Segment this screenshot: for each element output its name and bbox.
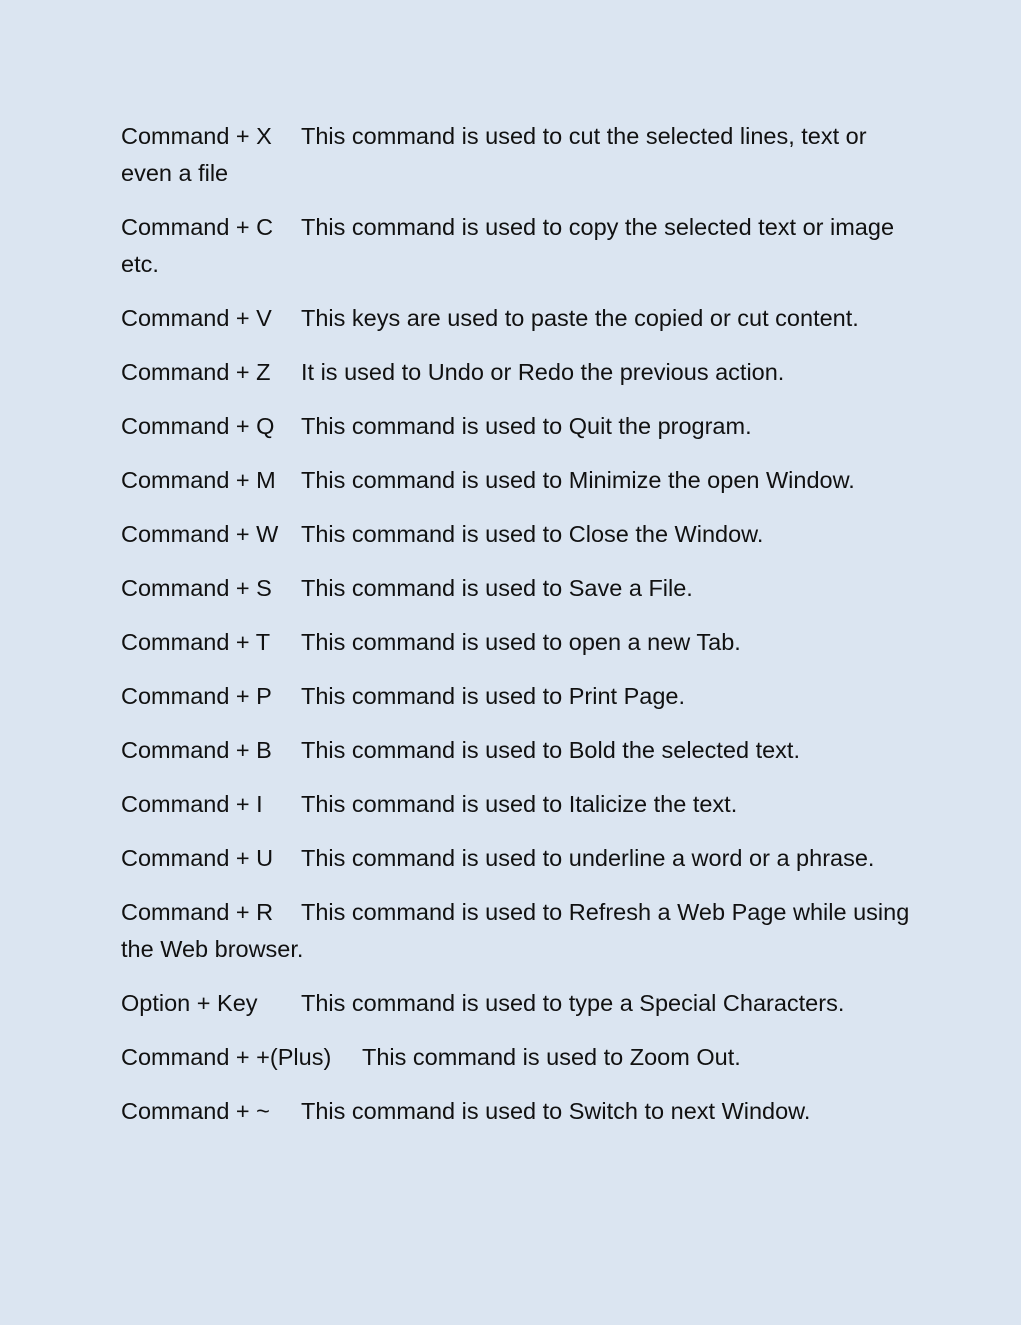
shortcut-description: This command is used to Switch to next Window. (301, 1098, 811, 1124)
shortcut-description: This command is used to Zoom Out. (362, 1044, 741, 1070)
shortcut-entry (121, 408, 911, 445)
shortcut-description: This command is used to underline a word or a phrase. (301, 845, 875, 871)
shortcut-entry (121, 840, 911, 877)
shortcut-description: This command is used to open a new Tab. (301, 629, 741, 655)
shortcut-key: Command + U (121, 845, 274, 871)
shortcut-entry (121, 1093, 911, 1130)
shortcut-description: This command is used to Italicize the text. (301, 791, 738, 817)
shortcut-entry (121, 300, 911, 337)
shortcut-entry (121, 624, 911, 661)
shortcut-key: Command + M (121, 467, 276, 493)
shortcut-entry (121, 462, 911, 499)
shortcut-key: Command + B (121, 737, 272, 763)
shortcut-description: This command is used to copy the selected text or image etc. (121, 214, 895, 277)
shortcut-key: Command + Q (121, 413, 275, 439)
shortcut-key: Command + C (121, 214, 274, 240)
shortcut-entry (121, 354, 911, 391)
shortcut-entry (121, 678, 911, 715)
shortcut-description: This command is used to Quit the program. (301, 413, 752, 439)
shortcut-entry (121, 1039, 911, 1076)
shortcut-entry (121, 985, 911, 1022)
shortcut-description: This command is used to Print Page. (301, 683, 686, 709)
shortcut-key: Command + R (121, 899, 274, 925)
shortcut-entry (121, 732, 911, 769)
shortcut-entry (121, 118, 911, 192)
shortcut-key: Command + W (121, 521, 279, 547)
shortcut-entry (121, 786, 911, 823)
shortcut-description: This command is used to cut the selected lines, text or even a file (121, 123, 867, 186)
shortcut-key: Command + I (121, 791, 263, 817)
shortcut-description: This command is used to Minimize the open Window. (301, 467, 855, 493)
shortcut-key: Command + Z (121, 359, 271, 385)
shortcut-key: Command + +(Plus) (121, 1044, 332, 1070)
shortcut-description: This command is used to Refresh a Web Page while using the Web browser. (121, 899, 910, 962)
shortcut-key: Command + ~ (121, 1098, 270, 1124)
shortcut-key: Command + P (121, 683, 272, 709)
shortcut-key: Command + S (121, 575, 272, 601)
shortcut-entry (121, 570, 911, 607)
shortcut-key: Command + X (121, 123, 272, 149)
shortcut-entry (121, 209, 911, 283)
shortcut-entry (121, 516, 911, 553)
shortcut-description: This keys are used to paste the copied or cut content. (301, 305, 859, 331)
shortcut-description: This command is used to Close the Window. (301, 521, 764, 547)
shortcut-description: This command is used to type a Special Characters. (301, 990, 845, 1016)
shortcut-key: Command + V (121, 305, 272, 331)
shortcut-key: Command + T (121, 629, 271, 655)
shortcut-list (121, 118, 911, 1147)
shortcut-entry (121, 894, 911, 968)
shortcut-description: It is used to Undo or Redo the previous action. (301, 359, 785, 385)
shortcut-description: This command is used to Bold the selected text. (301, 737, 800, 763)
shortcut-key: Option + Key (121, 990, 258, 1016)
shortcut-description: This command is used to Save a File. (301, 575, 693, 601)
